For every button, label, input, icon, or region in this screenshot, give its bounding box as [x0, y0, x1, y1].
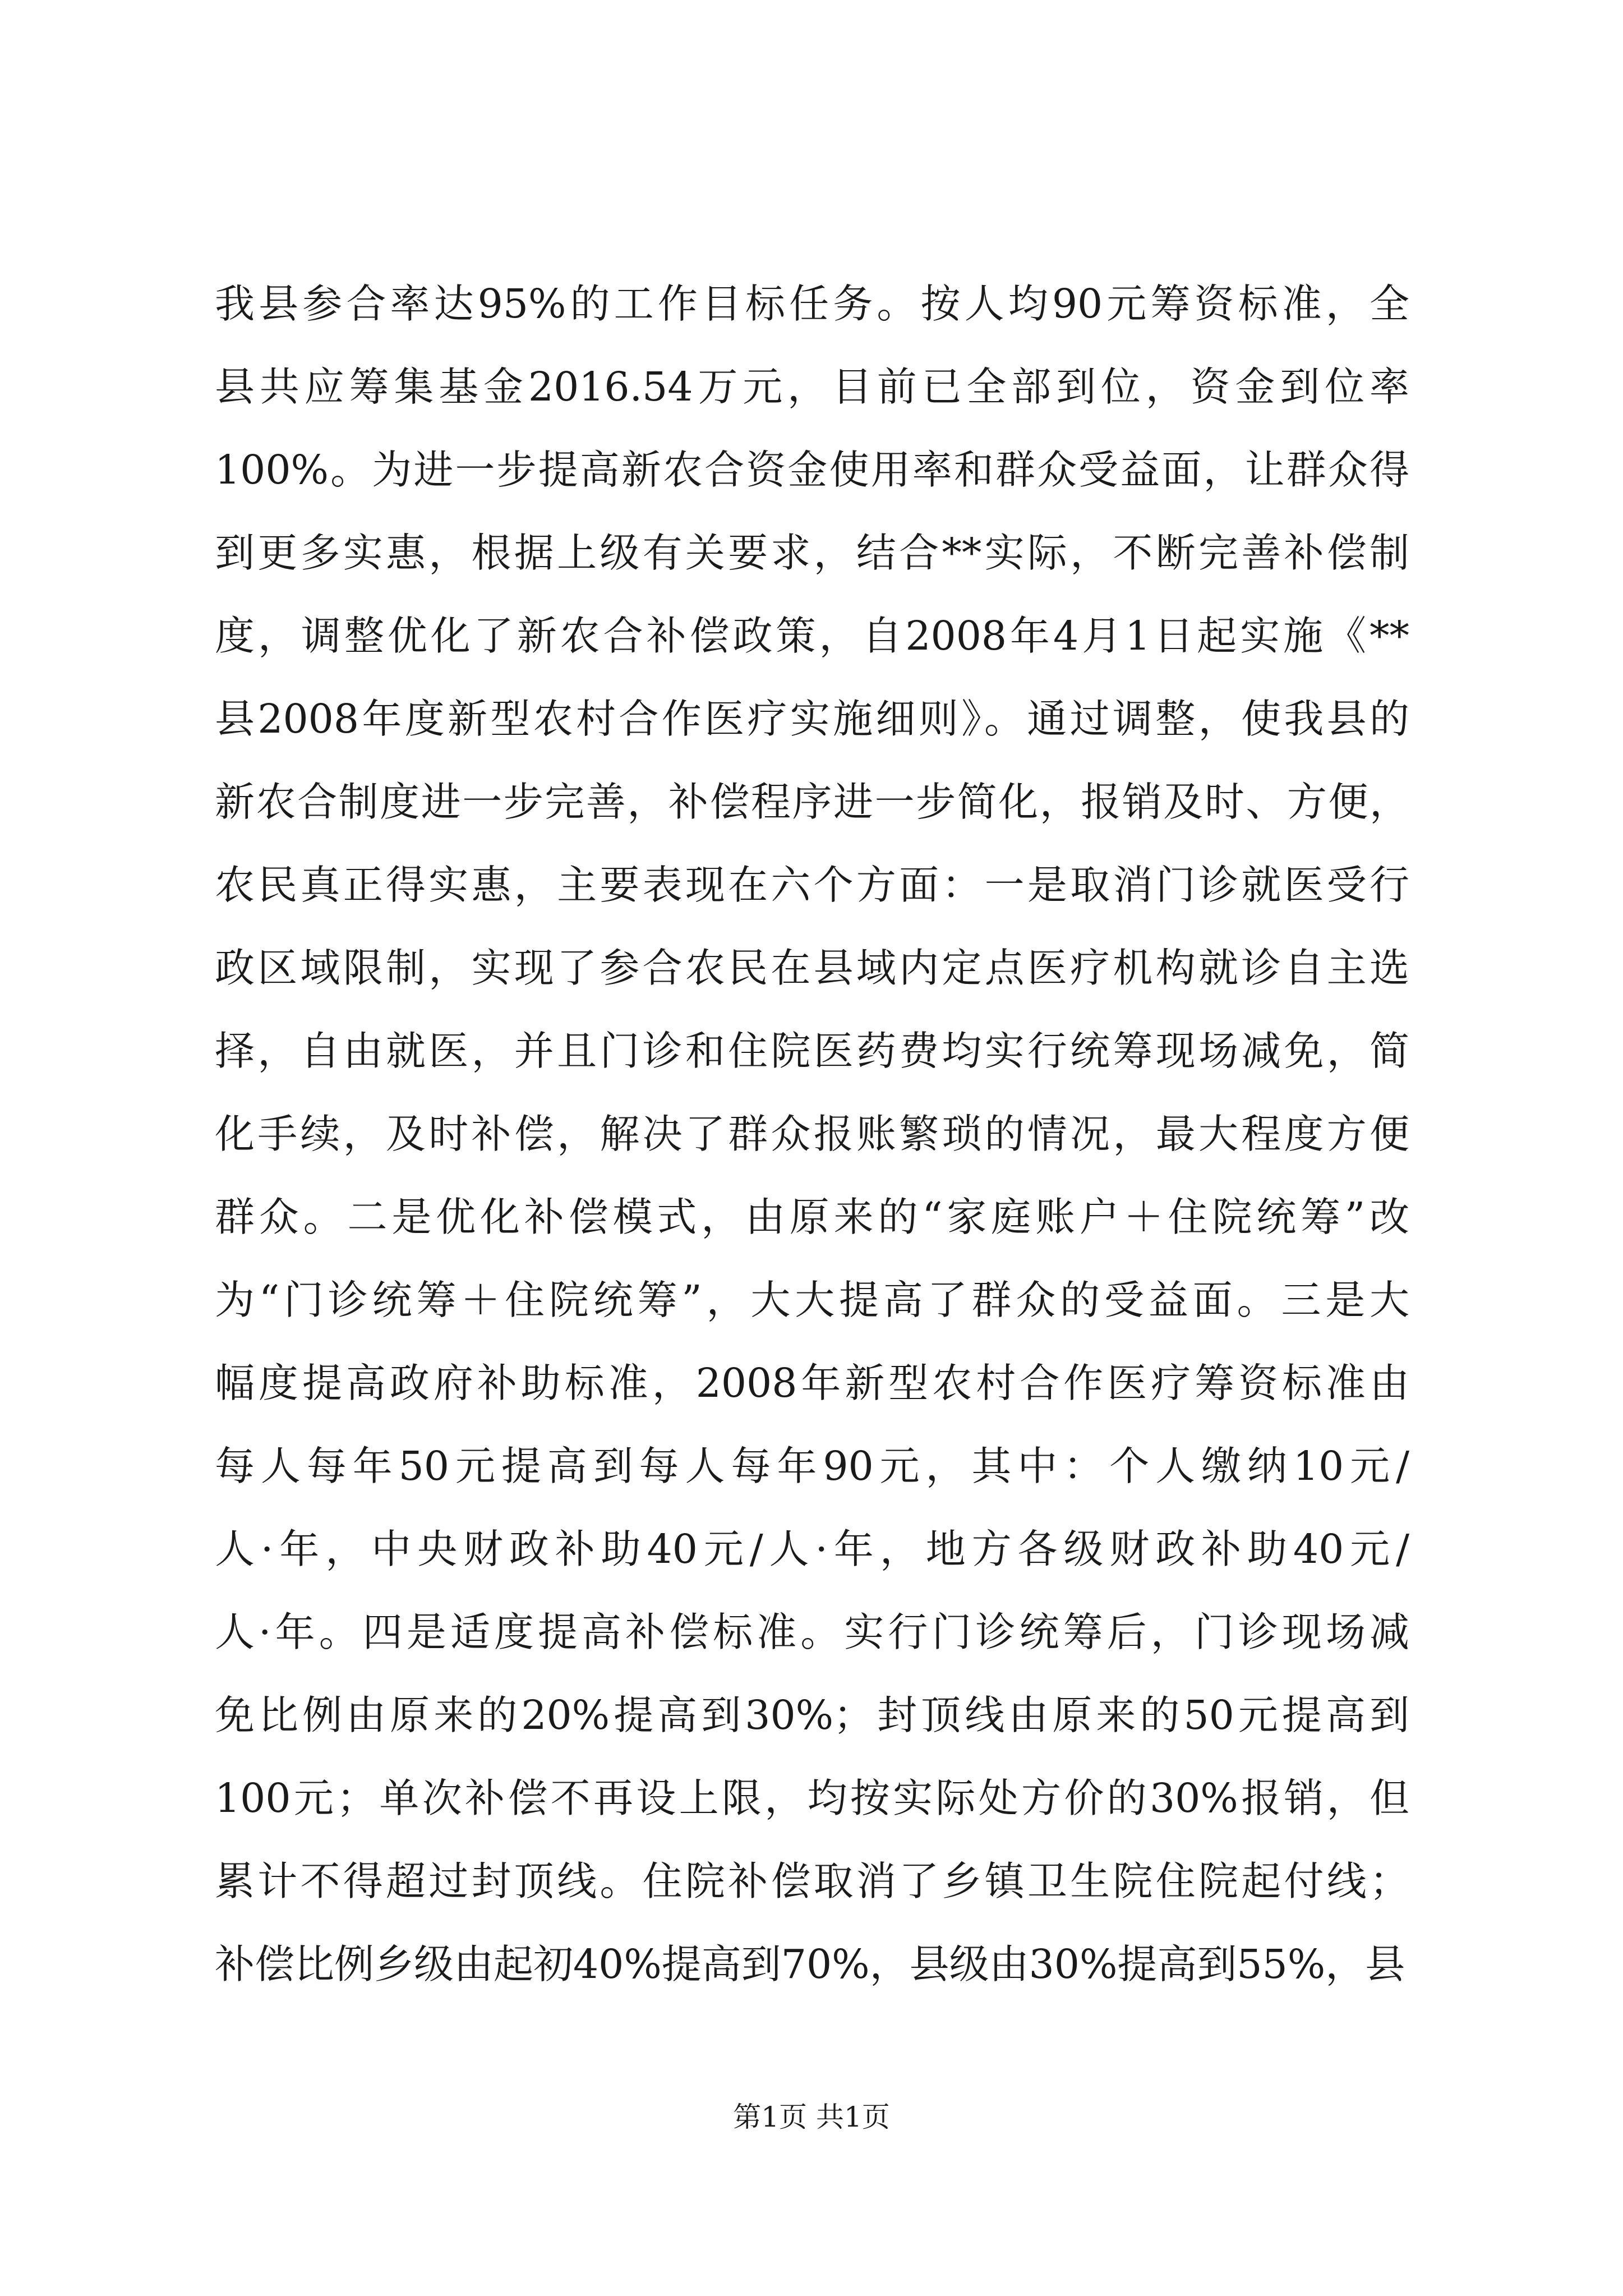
text-line: 我县参合率达95%的工作目标任务。按人均90元筹资标准，全: [215, 280, 1409, 327]
text-line: 农民真正得实惠，主要表现在六个方面：一是取消门诊就医受行: [215, 862, 1409, 908]
text-line: 100元；单次补偿不再设上限，均按实际处方价的30%报销，但: [215, 1775, 1409, 1821]
text-line: 100%。为进一步提高新农合资金使用率和群众受益面，让群众得: [215, 447, 1409, 493]
text-line: 免比例由原来的20%提高到30%；封顶线由原来的50元提高到: [215, 1692, 1409, 1738]
text-line: 县共应筹集基金2016.54万元，目前已全部到位，资金到位率: [215, 364, 1409, 410]
body-paragraph: [215, 263, 1409, 2006]
text-line: 新农合制度进一步完善，补偿程序进一步简化，报销及时、方便，: [215, 779, 1409, 825]
text-line: 为“门诊统筹＋住院统筹”，大大提高了群众的受益面。三是大: [215, 1277, 1409, 1323]
text-line: 每人每年50元提高到每人每年90元，其中：个人缴纳10元/: [215, 1443, 1409, 1489]
page-number-label: 第1页 共1页: [733, 2101, 890, 2133]
text-line: 到更多实惠，根据上级有关要求，结合**实际，不断完善补偿制: [215, 530, 1409, 576]
text-line: 化手续，及时补偿，解决了群众报账繁琐的情况，最大程度方便: [215, 1111, 1409, 1157]
text-line: 人·年。四是适度提高补偿标准。实行门诊统筹后，门诊现场减: [215, 1609, 1409, 1655]
text-line: 幅度提高政府补助标准，2008年新型农村合作医疗筹资标准由: [215, 1360, 1409, 1406]
text-line: 补偿比例乡级由起初40%提高到70%，县级由30%提高到55%，县: [215, 1941, 1405, 1987]
text-line: 择，自由就医，并且门诊和住院医药费均实行统筹现场减免，简: [215, 1028, 1409, 1074]
page-footer: [0, 2100, 1623, 2134]
text-line: 累计不得超过封顶线。住院补偿取消了乡镇卫生院住院起付线；: [215, 1858, 1409, 1904]
text-line: 群众。二是优化补偿模式，由原来的“家庭账户＋住院统筹”改: [215, 1194, 1409, 1240]
text-line: 人·年，中央财政补助40元/人·年，地方各级财政补助40元/: [215, 1526, 1409, 1572]
text-line: 度，调整优化了新农合补偿政策，自2008年4月1日起实施《**: [215, 613, 1409, 659]
text-line: 县2008年度新型农村合作医疗实施细则》。通过调整，使我县的: [215, 696, 1409, 742]
text-line: 政区域限制，实现了参合农民在县域内定点医疗机构就诊自主选: [215, 945, 1409, 991]
